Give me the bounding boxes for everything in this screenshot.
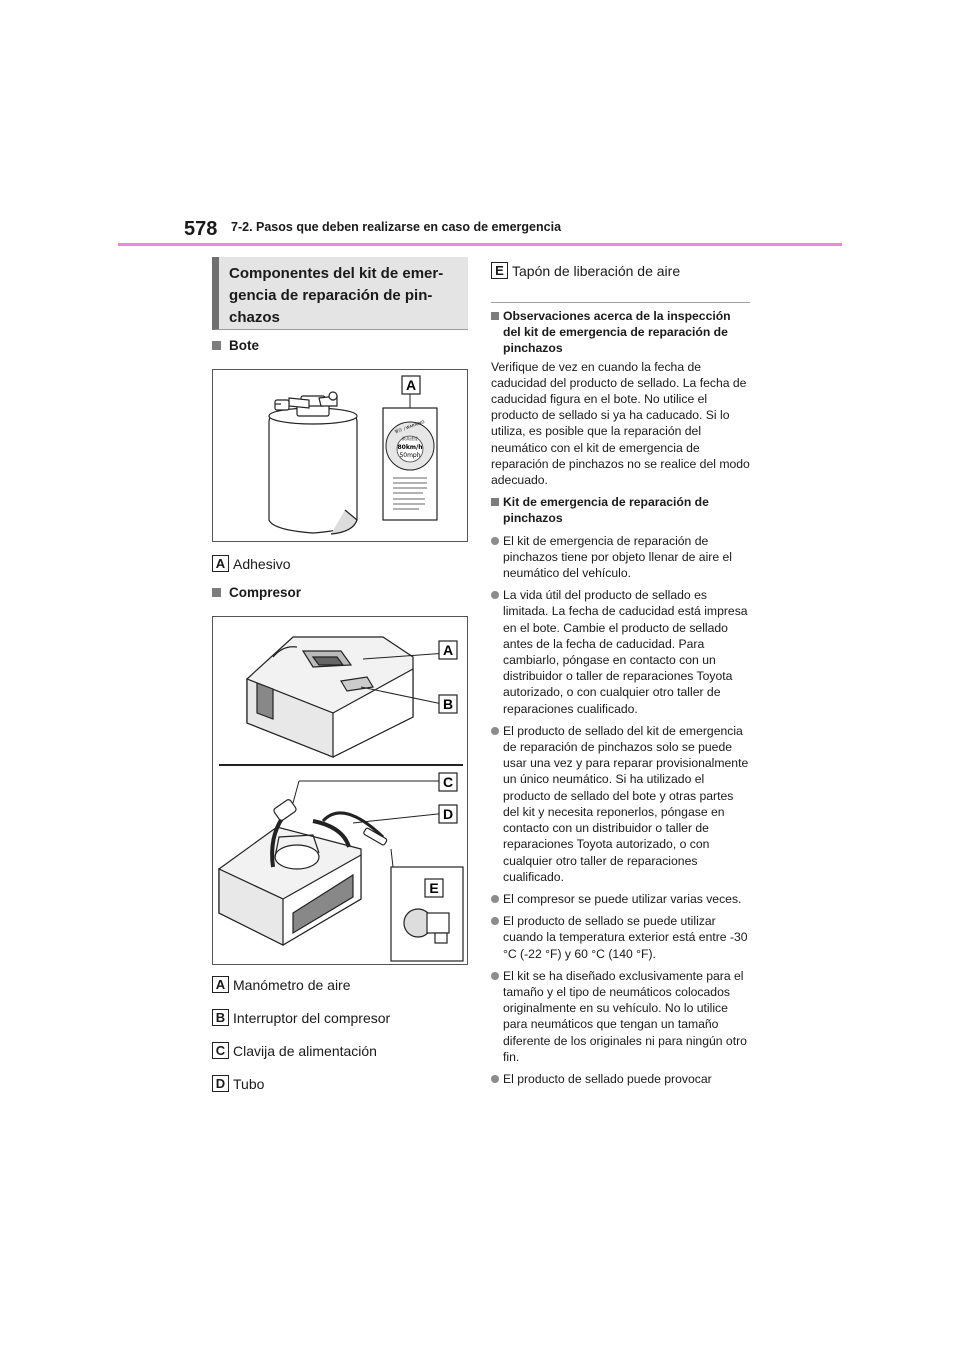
compressor-figure xyxy=(212,616,468,965)
list-item: La vida útil del producto de sellado es limitada. La fecha de caducidad está impresa en el bote. Cambie el producto de sellado antes de la fecha de caducidad. Para cambiarlo, póngase en contacto con un distribuidor o taller de reparaciones Toyota autorizado, o con cualquier otro taller de reparaciones cualificado. xyxy=(491,587,750,717)
note-heading-text: Observaciones acerca de la inspección del kit de emergencia de reparación de pinchazos xyxy=(503,309,731,356)
square-bullet-icon xyxy=(491,498,499,506)
compressor-heading xyxy=(212,586,301,600)
list-item: El producto de sellado puede provocar xyxy=(491,1071,750,1087)
legend-item xyxy=(491,262,680,279)
legend-text: Manómetro de aire xyxy=(233,976,351,993)
legend-letter: C xyxy=(212,1042,229,1059)
legend-text: Tapón de liberación de aire xyxy=(512,262,681,279)
legend-text: Interruptor del compresor xyxy=(233,1009,391,1026)
legend-text: Clavija de alimentación xyxy=(233,1042,377,1059)
note-heading xyxy=(491,308,750,357)
legend-item xyxy=(212,1075,264,1092)
note-heading-text: Kit de emergencia de reparación de pinchazos xyxy=(503,495,709,526)
list-item: El kit se ha diseñado exclusivamente para el tamaño y el tipo de neumáticos colocados originalmente en su vehículo. No lo utilice para neumáticos que tengan un tamaño diferente de los originales ni para ningún otro fin. xyxy=(491,968,750,1065)
legend-item xyxy=(212,1009,390,1026)
speed-warning-sticker-illustration xyxy=(383,394,437,520)
legend-letter: B xyxy=(212,1009,229,1026)
square-bullet-icon xyxy=(491,312,499,320)
compressor-open-illustration xyxy=(219,799,387,945)
list-item: El kit de emergencia de reparación de pinchazos tiene por objeto llenar de aire el neumático del vehículo. xyxy=(491,533,750,582)
bottle-heading xyxy=(212,339,259,353)
callout-a-label: A xyxy=(442,642,454,658)
bottle-figure xyxy=(212,369,468,542)
sticker-warning-text: 警告 / WARNING xyxy=(393,418,426,435)
callout-a-label: A xyxy=(405,377,417,393)
air-release-cap-inset xyxy=(391,849,463,961)
square-bullet-icon xyxy=(212,341,221,350)
section-title-box xyxy=(212,257,468,330)
notes-column xyxy=(491,308,750,1087)
sticker-small-jp: 最高速度 xyxy=(402,436,418,441)
note-paragraph: Verifique de vez en cuando la fecha de caducidad del producto de sellado. La fecha de caducidad figura en el bote. No utilice el producto de sellado si ya ha caducado. Si lo utiliza, es posible que la reparación del neumático con el kit de emergencia de reparación de pinchazos no se realice del modo adecuado. xyxy=(491,359,750,488)
list-item: El compresor se puede utilizar varias veces. xyxy=(491,891,750,907)
compressor-closed-illustration xyxy=(247,637,413,757)
callout-e-label: E xyxy=(429,880,439,896)
legend-item xyxy=(212,1042,377,1059)
section-title-line: gencia de reparación de pin- xyxy=(229,287,433,304)
header-rule xyxy=(118,243,842,246)
legend-letter: D xyxy=(212,1075,229,1092)
leader-line-c xyxy=(293,781,299,803)
legend-item xyxy=(212,555,291,572)
legend-letter: A xyxy=(212,976,229,993)
sticker-speed-mph: 50mph xyxy=(399,452,421,459)
section-title-line: chazos xyxy=(229,309,280,326)
legend-item xyxy=(212,976,351,993)
legend-letter: A xyxy=(212,555,229,572)
square-bullet-icon xyxy=(212,588,221,597)
leader-line-d xyxy=(353,813,447,823)
legend-text: Tubo xyxy=(233,1075,265,1092)
note-rule xyxy=(491,302,750,303)
compressor-heading-text: Compresor xyxy=(229,585,302,600)
list-item: El producto de sellado se puede utilizar cuando la temperatura exterior está entre -30 °C (-22 °F) y 60 °C (140 °F). xyxy=(491,913,750,962)
legend-letter: E xyxy=(491,262,508,279)
page-number: 578 xyxy=(184,218,218,240)
list-item: El producto de sellado del kit de emergencia de reparación de pinchazos solo se puede usar una vez y para reparar provisionalmente un único neumático. Si ha utilizado el producto de sellado del bote y otras partes del kit y necesita reponerlos, póngase en contacto con un distribuidor o taller de reparaciones Toyota autorizado, o con cualquier otro taller de reparaciones cualificado. xyxy=(491,723,750,885)
sealant-bottle-illustration xyxy=(269,392,357,534)
note-heading xyxy=(491,494,750,526)
callout-c-label: C xyxy=(442,774,454,790)
bottle-heading-text: Bote xyxy=(229,338,259,353)
legend-text: Adhesivo xyxy=(233,555,291,572)
sticker-speed-kmh: 80km/h xyxy=(397,444,423,451)
chapter-title: 7-2. Pasos que deben realizarse en caso de emergencia xyxy=(231,220,562,234)
callout-d-label: D xyxy=(442,806,454,822)
callout-b-label: B xyxy=(442,696,454,712)
section-title-line: Componentes del kit de emer- xyxy=(229,265,444,282)
